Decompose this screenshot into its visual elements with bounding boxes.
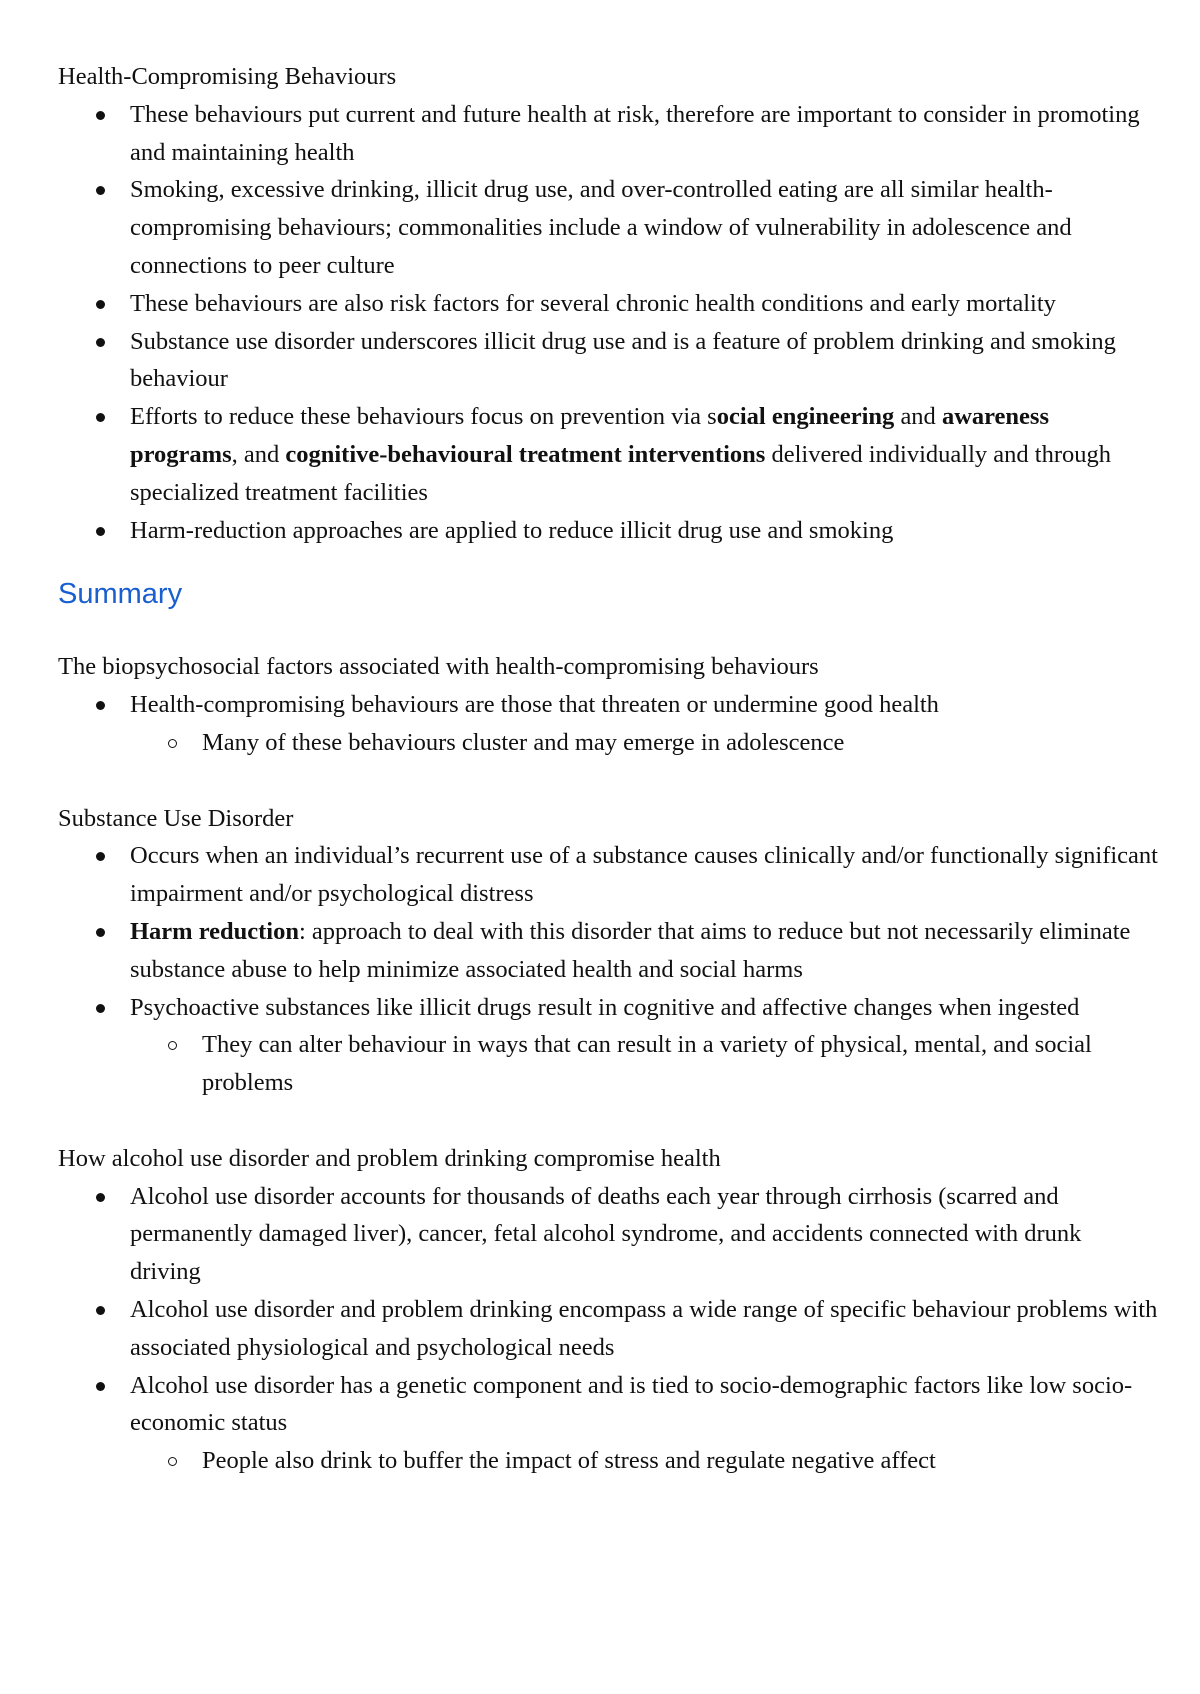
summary-heading: Summary xyxy=(58,578,183,611)
spacer xyxy=(58,1102,1158,1140)
section-title-health-compromising: Health-Compromising Behaviours xyxy=(58,63,397,90)
bullet-list-substance-use-disorder xyxy=(58,837,1158,1102)
bullet-icon xyxy=(96,852,105,861)
list-item: Psychoactive substances like illicit drugs result in cognitive and affective changes when ingested They can alter behaviour in ways that can result in a variety of physical, mental, and social problems xyxy=(130,989,1158,1102)
list-item: Alcohol use disorder accounts for thousands of deaths each year through cirrhosis (scarred and permanently damaged liver), cancer, fetal alcohol syndrome, and accidents connected with drunk driving xyxy=(130,1178,1158,1291)
sub-bullet-list xyxy=(130,1026,1158,1102)
list-item: Substance use disorder underscores illicit drug use and is a feature of problem drinking and smoking behaviour xyxy=(130,323,1158,399)
bullet-list-alcohol-use-disorder xyxy=(58,1178,1158,1480)
sub-list-item: People also drink to buffer the impact of stress and regulate negative affect xyxy=(202,1442,1158,1480)
list-item: Health-compromising behaviours are those that threaten or undermine good health Many of these behaviours cluster and may emerge in adolescence xyxy=(130,686,1158,762)
hollow-bullet-icon xyxy=(168,1041,177,1050)
sub-list-item: They can alter behaviour in ways that can result in a variety of physical, mental, and social problems xyxy=(202,1026,1158,1102)
bullet-icon xyxy=(96,413,105,422)
bold-term-awareness-programs: awareness programs xyxy=(130,403,1050,468)
list-item: Alcohol use disorder has a genetic component and is tied to socio-demographic factors like low socio-economic status People also drink to buffer the impact of stress and regulate negative affect xyxy=(130,1367,1158,1480)
bold-term-harm-reduction: Harm reduction xyxy=(130,917,299,945)
sub-bullet-list xyxy=(130,1442,1158,1480)
bullet-icon xyxy=(96,1306,105,1315)
bullet-list-biopsychosocial xyxy=(58,686,1158,762)
bullet-list-health-compromising xyxy=(58,96,1158,550)
bullet-icon xyxy=(96,1382,105,1391)
section-title-biopsychosocial: The biopsychosocial factors associated with health-compromising behaviours xyxy=(58,653,819,681)
bullet-icon xyxy=(96,111,105,120)
list-item: Alcohol use disorder and problem drinking encompass a wide range of specific behaviour problems with associated physiological and psychological needs xyxy=(130,1291,1158,1367)
list-item: These behaviours are also risk factors for several chronic health conditions and early mortality xyxy=(130,285,1158,323)
sub-bullet-list xyxy=(130,724,1158,762)
bold-term-social-engineering: ocial engineering xyxy=(716,403,895,431)
sub-list-item: Many of these behaviours cluster and may emerge in adolescence xyxy=(202,724,1158,762)
list-item: Efforts to reduce these behaviours focus on prevention via social engineering and awareness programs, and cognitive-behavioural treatment interventions delivered individually and through specialized treatment facilities xyxy=(130,398,1158,511)
bullet-icon xyxy=(96,1193,105,1202)
hollow-bullet-icon xyxy=(168,739,177,748)
bullet-icon xyxy=(96,928,105,937)
bullet-icon xyxy=(96,300,105,309)
document-page xyxy=(58,58,1158,1480)
list-item: Harm-reduction approaches are applied to reduce illicit drug use and smoking xyxy=(130,512,1158,550)
bold-term-cbt-interventions: cognitive-behavioural treatment interventions xyxy=(285,440,766,468)
section-title-substance-use-disorder: Substance Use Disorder xyxy=(58,804,294,832)
bullet-icon xyxy=(96,701,105,710)
list-item: Occurs when an individual’s recurrent use of a substance causes clinically and/or functionally significant impairment and/or psychological distress xyxy=(130,837,1158,913)
bullet-icon xyxy=(96,186,105,195)
section-title-alcohol-use-disorder: How alcohol use disorder and problem drinking compromise health xyxy=(58,1144,721,1172)
spacer xyxy=(58,762,1158,800)
bullet-icon xyxy=(96,1004,105,1013)
bullet-icon xyxy=(96,338,105,347)
list-item: Smoking, excessive drinking, illicit drug use, and over-controlled eating are all similar health-compromising behaviours; commonalities include a window of vulnerability in adolescence and connections to peer culture xyxy=(130,171,1158,284)
list-item: Harm reduction: approach to deal with this disorder that aims to reduce but not necessarily eliminate substance abuse to help minimize associated health and social harms xyxy=(130,913,1158,989)
list-item: These behaviours put current and future health at risk, therefore are important to consider in promoting and maintaining health xyxy=(130,96,1158,172)
hollow-bullet-icon xyxy=(168,1457,177,1466)
bullet-icon xyxy=(96,527,105,536)
